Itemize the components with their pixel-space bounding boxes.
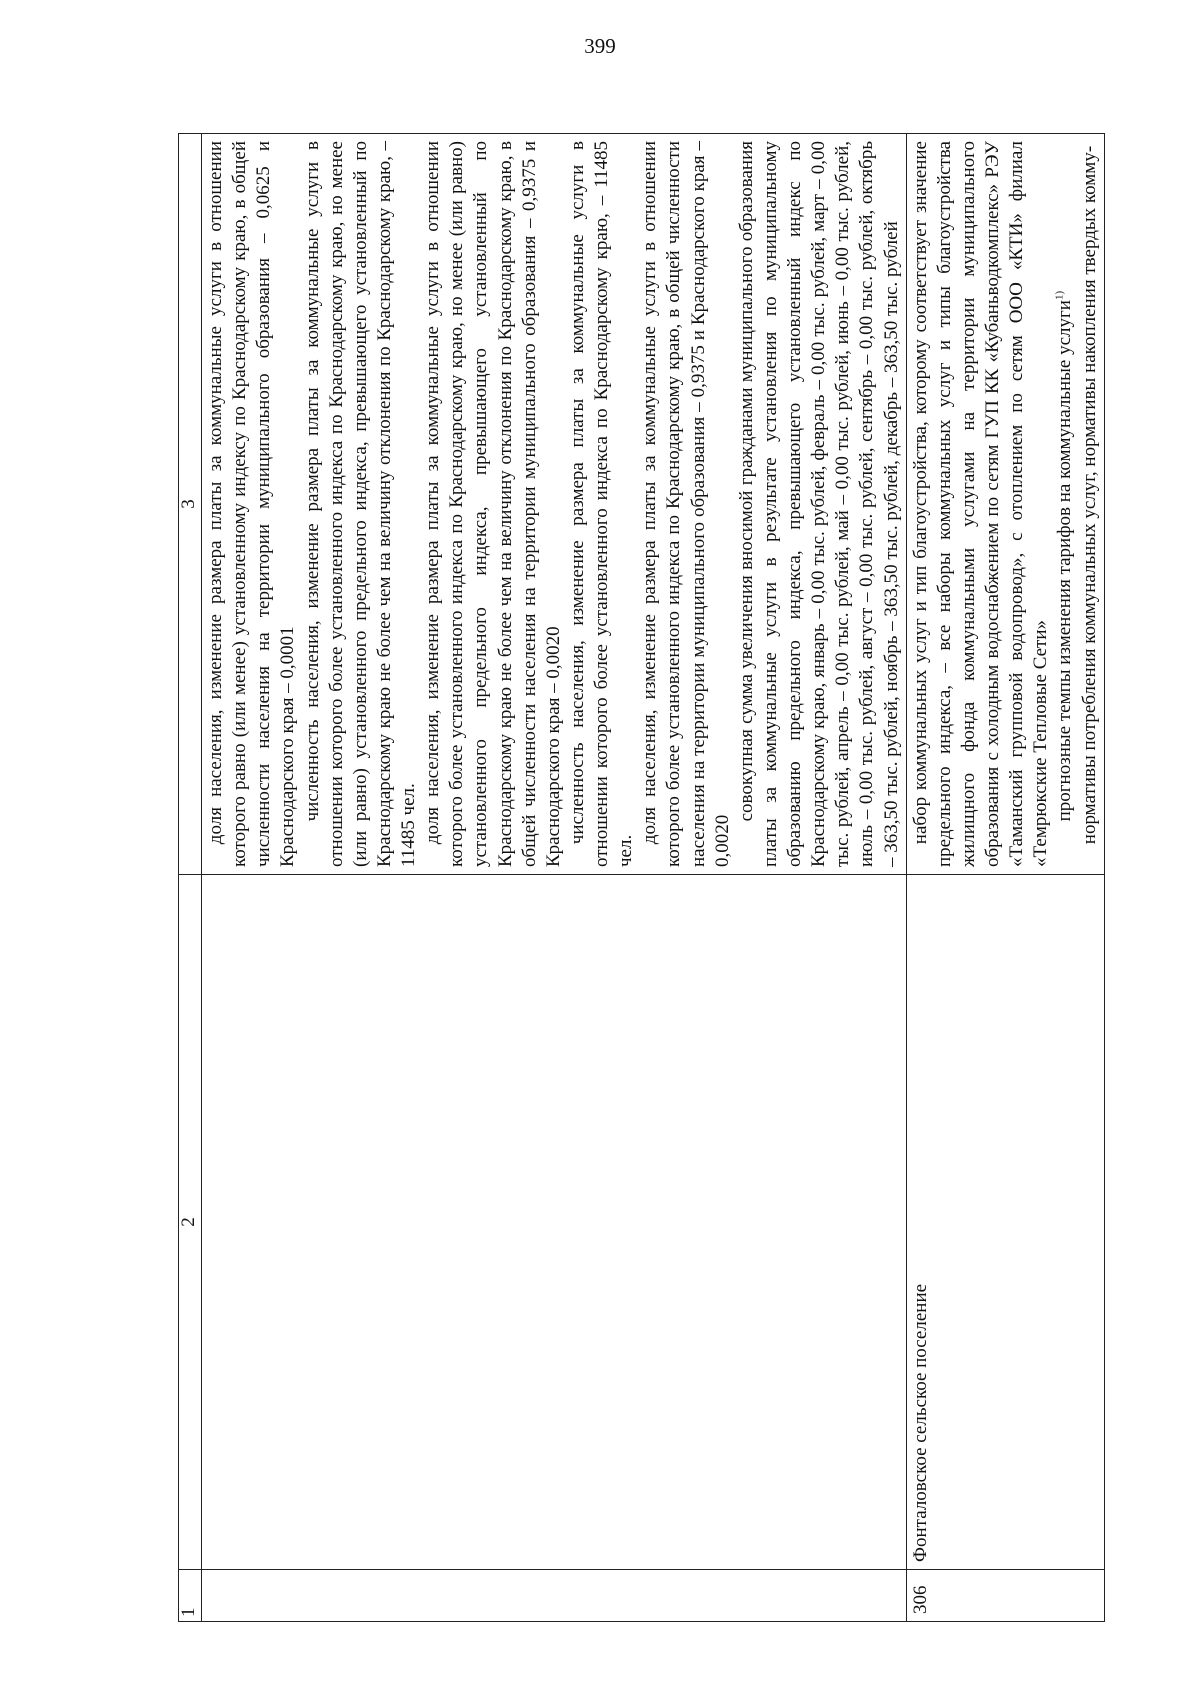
header-col-2: 2 [179,875,202,1570]
paragraph-text: прогнозные темпы изменения тарифов на коммунальные услуги [1054,300,1076,822]
paragraph: доля населения, изменение размера платы за коммунальные услуги в отношении которого более установленного индекса по Краснодарскому краю, в общей численности населения на территории муниципального образования – 0,9375 и Краснодарского края – 0,0020 [639,141,733,867]
table-row [202,134,907,1622]
table-header-row [179,134,202,1622]
paragraph [1053,141,1077,867]
page-number: 399 [584,34,616,58]
row-number-cell: 306 [906,1570,1104,1622]
table-row [906,134,1104,1622]
header-col-1: 1 [179,1570,202,1622]
paragraph: набор коммунальных услуг и тип благоустройства, которому соответствует значение предельного индекса, – все наборы коммунальных услуг и типы благоустройства жилищного фонда коммунальными услугами на территории муниципального образования с холодным водоснабжением по сетям ГУП КК «Кубаньводкомплекс» РЭУ «Таманский групповой водопровод», с отоплением по сетям ООО «КТИ» филиал «Темрюкские Тепловые Сети» [909,141,1052,867]
document-table [178,133,1105,1622]
paragraph: совокупная сумма увеличения вносимой гражданами муниципального образования платы за коммунальные услуги в результате установления по муниципальному образованию предельного индекса, превышающего установленный индекс по Краснодарскому краю, январь – 0,00 тыс. рублей, февраль – 0,00 тыс. рублей, март – 0,00 тыс. рублей, апрель – 0,00 тыс. рублей, май – 0,00 тыс. рублей, июнь – 0,00 тыс. рублей, июль – 0,00 тыс. рублей, август – 0,00 тыс. рублей, сентябрь – 0,00 тыс. рублей, октябрь – 363,50 тыс. рублей, ноябрь – 363,50 тыс. рублей, декабрь – 363,50 тыс. рублей [735,141,902,867]
paragraph: нормативы потребления коммунальных услуг, нормативы накопления твердых комму- [1078,145,1100,845]
row-number-cell [202,1570,907,1622]
paragraph: численность населения, изменение размера платы за коммунальные услуги в отношении которого более установленного индекса по Краснодарскому краю, но менее (или равно) установленного предельного индекса, превышающего установленный по Краснодарскому краю не более чем на величину отклонения по Краснодарскому краю, – 11485 чел. [301,141,419,867]
description-cell [202,134,907,875]
municipality-cell: Фонталовское сельское поселение [906,875,1104,1570]
paragraph: доля населения, изменение размера платы за коммунальные услуги в отношении которого более установленного индекса по Краснодарскому краю, но менее (или равно) установленного предельного индекса, превышающего установленный по Краснодарскому краю не более чем на величину отклонения по Краснодарскому краю, в общей численности населения на территории муниципального образования – 0,9375 и Краснодарского края – 0,0020 [422,141,564,867]
footnote-mark: 1) [1054,290,1067,301]
paragraph: численность населения, изменение размера платы за коммунальные услуги в отношении которого более установленного индекса по Краснодарскому краю, – 11485 чел. [566,141,637,867]
paragraph: доля населения, изменение размера платы за коммунальные услуги в отношении которого равно (или менее) установленному индексу по Краснодарскому краю, в общей численности населения на территории муниципального образования – 0,0625 и Краснодарского края – 0,0001 [205,141,299,867]
municipality-cell [202,875,907,1570]
description-cell [906,134,1104,875]
rotated-table-container [178,134,1098,1622]
header-col-3: 3 [179,134,202,875]
